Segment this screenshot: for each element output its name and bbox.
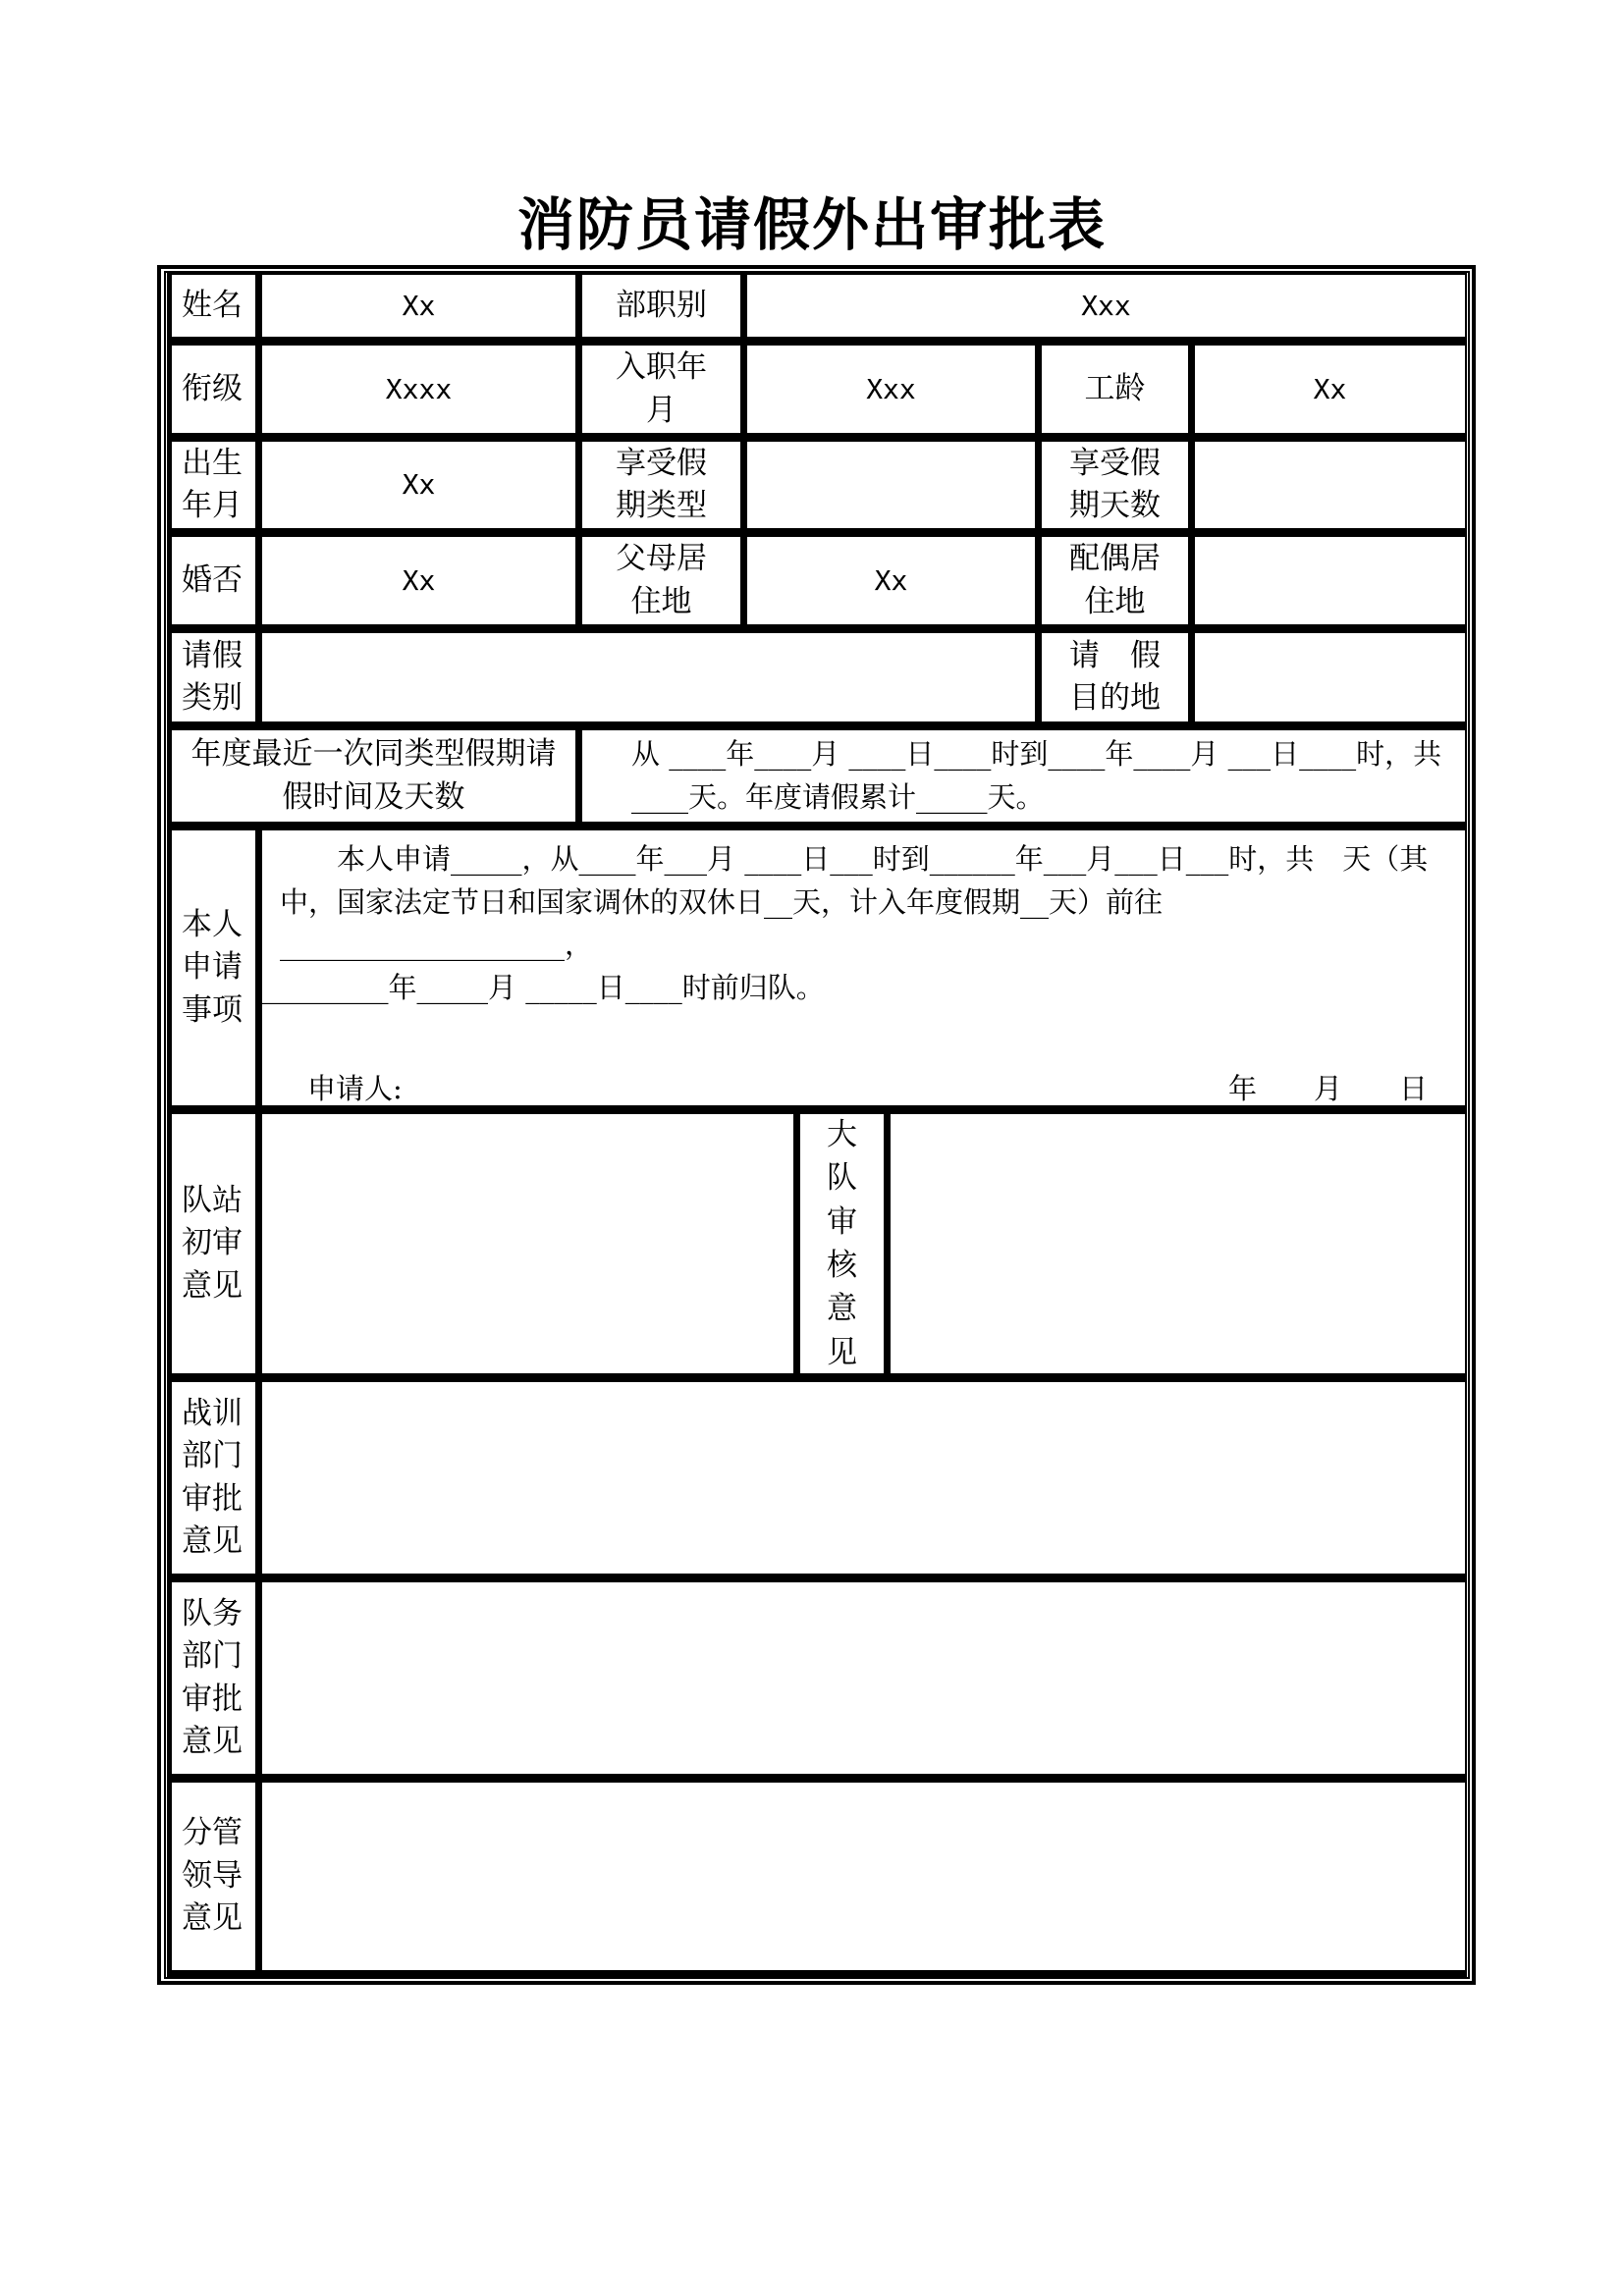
- rank-label: 衔级: [167, 344, 257, 440]
- name-label: 姓名: [167, 273, 257, 344]
- applicant-label: 申请人:: [307, 1072, 403, 1105]
- marital-value[interactable]: Xx: [257, 535, 577, 631]
- station-review-label: 队站初审意见: [167, 1112, 257, 1380]
- leader-opinion-field[interactable]: [257, 1781, 1467, 1977]
- leave-type-label: 享受假期类型: [577, 440, 742, 535]
- parents-residence-label: 父母居住地: [577, 535, 742, 631]
- leave-category-label: 请假类别: [167, 631, 257, 728]
- parents-residence-value[interactable]: Xx: [742, 535, 1037, 631]
- spouse-residence-label: 配偶居住地: [1037, 535, 1190, 631]
- application-footer: [280, 1068, 1447, 1111]
- service-years-value[interactable]: Xx: [1190, 344, 1467, 440]
- training-dept-label: 战训部门审批意见: [167, 1380, 257, 1580]
- affairs-dept-label: 队务部门审批意见: [167, 1580, 257, 1781]
- service-years-label: 工龄: [1037, 344, 1190, 440]
- application-date: 年 月 日: [1227, 1072, 1428, 1105]
- leave-type-value[interactable]: [742, 440, 1037, 535]
- station-review-field[interactable]: [257, 1112, 795, 1380]
- join-date-label: 入职年月: [577, 344, 742, 440]
- birth-value[interactable]: Xx: [257, 440, 577, 535]
- application-label: 本人申请事项: [167, 828, 257, 1112]
- destination-value[interactable]: [1190, 631, 1467, 728]
- leave-category-value[interactable]: [257, 631, 1037, 728]
- leave-days-label: 享受假期天数: [1037, 440, 1190, 535]
- application-content[interactable]: [257, 828, 1467, 1112]
- application-line-1: 本人申请_____，从____年___月 ____日___时到______年___月___日___时，共 天（其中，国家法定节日和国家调休的双休日__天，计入年度假期__天）前往____________________，: [280, 842, 1429, 961]
- leader-opinion-label: 分管领导意见: [167, 1781, 257, 1977]
- join-date-value[interactable]: Xxx: [742, 344, 1037, 440]
- marital-label: 婚否: [167, 535, 257, 631]
- application-line-2: _________年_____月 _____日____时前归队。: [260, 970, 825, 1004]
- destination-label: 请 假目的地: [1037, 631, 1190, 728]
- dept-value[interactable]: Xxx: [742, 273, 1467, 344]
- training-dept-field[interactable]: [257, 1380, 1467, 1580]
- form-title: 消防员请假外出审批表: [516, 191, 1107, 258]
- name-value[interactable]: Xx: [257, 273, 577, 344]
- brigade-review-field[interactable]: [886, 1112, 1467, 1380]
- affairs-dept-field[interactable]: [257, 1580, 1467, 1781]
- spouse-residence-value[interactable]: [1190, 535, 1467, 631]
- recent-leave-label: 年度最近一次同类型假期请假时间及天数: [167, 728, 577, 828]
- brigade-review-label: 大队审核意见: [795, 1112, 886, 1380]
- dept-label: 部职别: [577, 273, 742, 344]
- birth-label: 出生年月: [167, 440, 257, 535]
- recent-leave-text[interactable]: 从 ____年____月 ____日____时到____年____月 ___日____时，共 ____天。年度请假累计_____天。: [577, 728, 1467, 828]
- leave-days-value[interactable]: [1190, 440, 1467, 535]
- rank-value[interactable]: Xxxx: [257, 344, 577, 440]
